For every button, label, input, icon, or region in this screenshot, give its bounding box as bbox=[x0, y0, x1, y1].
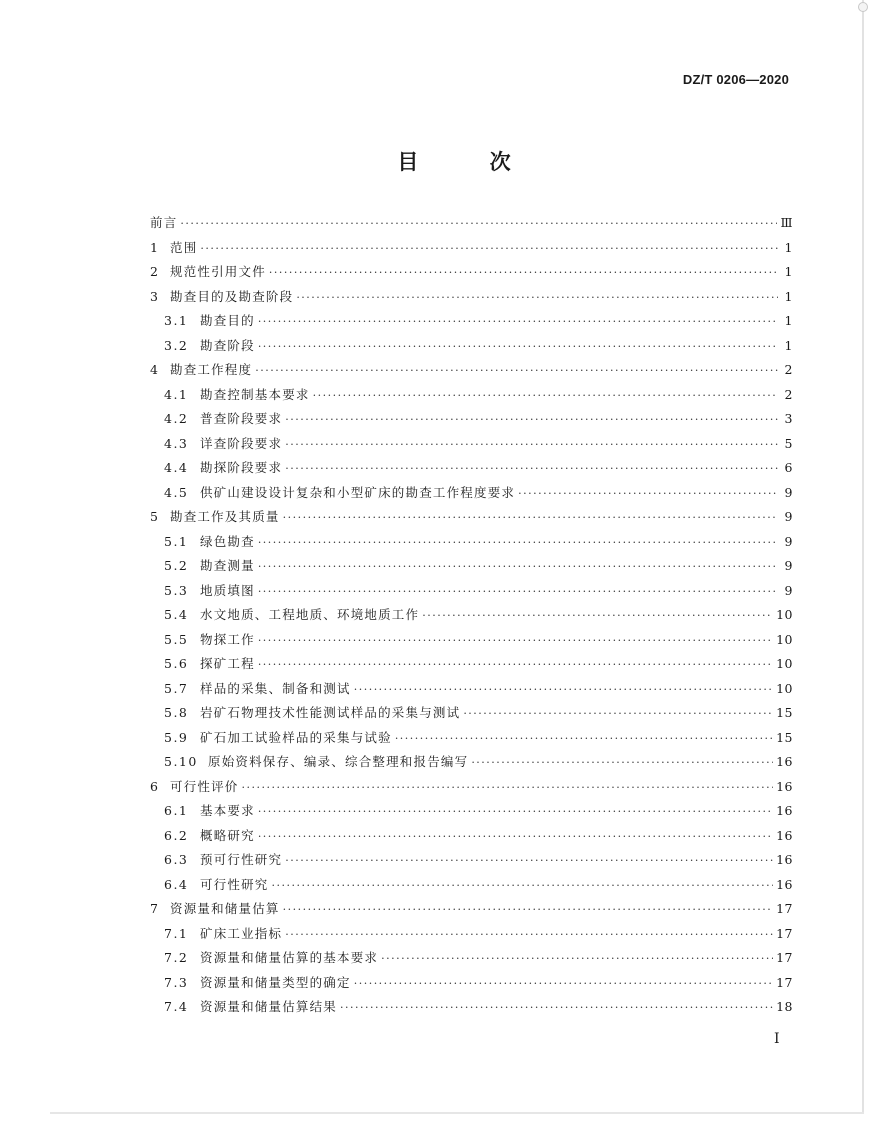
toc-entry-number: 6.1 bbox=[164, 803, 189, 818]
toc-entry[interactable] bbox=[150, 554, 793, 579]
toc-entry-label: 勘查工作及其质量 bbox=[170, 509, 280, 524]
toc-entry[interactable] bbox=[150, 603, 793, 628]
toc-dot-leader bbox=[258, 531, 778, 556]
toc-entry-number: 5.3 bbox=[164, 582, 189, 598]
toc-entry-number: 3 bbox=[150, 288, 160, 304]
toc-entry-label: 前言 bbox=[150, 215, 178, 230]
toc-entry-page: 17 bbox=[776, 925, 793, 941]
toc-entry-number: 6 bbox=[150, 778, 160, 794]
toc-entry[interactable] bbox=[150, 971, 793, 996]
toc-entry-number: 5.1 bbox=[164, 533, 189, 549]
toc-entry-label: 矿石加工试验样品的采集与试验 bbox=[200, 729, 392, 745]
toc-dot-leader bbox=[463, 702, 773, 727]
toc-dot-leader bbox=[285, 849, 773, 874]
toc-entry-label: 概略研究 bbox=[200, 827, 255, 843]
toc-dot-leader bbox=[258, 580, 778, 605]
toc-dot-leader bbox=[258, 335, 778, 360]
toc-dot-leader bbox=[422, 604, 773, 629]
toc-entry-page: 10 bbox=[776, 607, 793, 622]
toc-entry-page: 18 bbox=[776, 999, 793, 1014]
toc-entry[interactable] bbox=[150, 432, 793, 457]
toc-entry[interactable] bbox=[150, 334, 793, 359]
toc-entry-label: 勘查阶段 bbox=[200, 337, 255, 353]
toc-entry-page: 2 bbox=[784, 386, 793, 402]
toc-entry-number: 5.9 bbox=[164, 729, 189, 745]
toc-dot-leader bbox=[354, 678, 773, 703]
toc-entry[interactable] bbox=[150, 995, 793, 1020]
toc-entry-page: 15 bbox=[776, 705, 793, 720]
toc-entry-page: 15 bbox=[776, 729, 793, 745]
toc-entry-page: 10 bbox=[776, 656, 793, 671]
toc-entry[interactable] bbox=[150, 456, 793, 481]
toc-entry-label: 普查阶段要求 bbox=[200, 411, 283, 426]
toc-entry-page: 16 bbox=[776, 778, 793, 794]
toc-entry-number: 7.2 bbox=[164, 950, 189, 965]
toc-entry-number: 4 bbox=[150, 362, 160, 377]
toc-entry[interactable] bbox=[150, 726, 793, 751]
document-code: DZ/T 0206—2020 bbox=[682, 72, 789, 87]
toc-entry[interactable] bbox=[150, 897, 793, 922]
toc-entry-number: 5 bbox=[150, 509, 160, 524]
toc-entry-label: 资源量和储量估算的基本要求 bbox=[200, 950, 379, 965]
toc-entry[interactable] bbox=[150, 799, 793, 824]
table-of-contents bbox=[150, 211, 793, 1020]
toc-entry-page: 9 bbox=[784, 484, 793, 500]
toc-entry-page: 16 bbox=[776, 852, 793, 867]
toc-entry[interactable] bbox=[150, 407, 793, 432]
toc-entry-number: 7 bbox=[150, 901, 160, 916]
toc-entry-label: 勘查目的及勘查阶段 bbox=[170, 288, 294, 304]
toc-entry[interactable] bbox=[150, 530, 793, 555]
toc-entry-number: 5.6 bbox=[164, 656, 189, 671]
toc-entry-label: 勘查控制基本要求 bbox=[200, 386, 310, 402]
toc-entry-page: 17 bbox=[776, 901, 793, 916]
toc-entry-page: 1 bbox=[784, 337, 793, 353]
toc-entry-number: 4.4 bbox=[164, 460, 189, 475]
toc-dot-leader bbox=[255, 359, 778, 384]
toc-entry-number: 4.3 bbox=[164, 435, 189, 451]
toc-entry-page: 6 bbox=[784, 460, 793, 475]
toc-entry[interactable] bbox=[150, 383, 793, 408]
toc-entry-page: 1 bbox=[784, 313, 793, 328]
toc-entry-number: 4.5 bbox=[164, 484, 189, 500]
toc-dot-leader bbox=[471, 751, 773, 776]
toc-dot-leader bbox=[258, 653, 773, 678]
toc-entry[interactable] bbox=[150, 285, 793, 310]
toc-dot-leader bbox=[285, 433, 778, 458]
toc-entry-number: 7.3 bbox=[164, 974, 189, 990]
toc-dot-leader bbox=[340, 996, 773, 1021]
toc-entry[interactable] bbox=[150, 628, 793, 653]
toc-entry-number: 5.4 bbox=[164, 607, 189, 622]
page-edge-bottom bbox=[50, 1112, 864, 1114]
toc-entry-label: 勘查测量 bbox=[200, 558, 255, 573]
toc-entry-page: 17 bbox=[776, 974, 793, 990]
toc-entry-number: 5.8 bbox=[164, 705, 189, 720]
toc-dot-leader bbox=[258, 310, 778, 335]
toc-entry[interactable] bbox=[150, 505, 793, 530]
toc-entry-label: 探矿工程 bbox=[200, 656, 255, 671]
toc-entry-number: 5.7 bbox=[164, 680, 189, 696]
toc-entry[interactable] bbox=[150, 701, 793, 726]
toc-dot-leader bbox=[258, 825, 773, 850]
toc-dot-leader bbox=[258, 629, 773, 654]
toc-entry-page: Ⅲ bbox=[780, 215, 793, 230]
toc-entry-page: 16 bbox=[776, 803, 793, 818]
toc-entry[interactable] bbox=[150, 848, 793, 873]
toc-entry-number: 7.4 bbox=[164, 999, 189, 1014]
toc-entry-number: 2 bbox=[150, 264, 160, 279]
toc-entry-number: 7.1 bbox=[164, 925, 189, 941]
toc-entry-label: 基本要求 bbox=[200, 803, 255, 818]
toc-entry-label: 岩矿石物理技术性能测试样品的采集与测试 bbox=[200, 705, 461, 720]
toc-dot-leader bbox=[395, 727, 773, 752]
toc-entry-number: 3.1 bbox=[164, 313, 189, 328]
toc-entry-label: 绿色勘查 bbox=[200, 533, 255, 549]
toc-dot-leader bbox=[296, 286, 778, 311]
toc-entry[interactable] bbox=[150, 236, 793, 261]
toc-dot-leader bbox=[313, 384, 778, 409]
toc-dot-leader bbox=[200, 237, 778, 262]
toc-entry-page: 1 bbox=[784, 288, 793, 304]
toc-entry[interactable] bbox=[150, 750, 793, 775]
toc-dot-leader bbox=[283, 898, 773, 923]
toc-entry-page: 1 bbox=[784, 239, 793, 255]
toc-entry-page: 9 bbox=[784, 533, 793, 549]
toc-entry[interactable] bbox=[150, 260, 793, 285]
toc-entry-number: 5.2 bbox=[164, 558, 189, 573]
toc-entry[interactable] bbox=[150, 211, 793, 236]
toc-entry-page: 9 bbox=[784, 558, 793, 573]
toc-entry[interactable] bbox=[150, 873, 793, 898]
toc-entry[interactable] bbox=[150, 946, 793, 971]
toc-entry-page: 16 bbox=[776, 754, 793, 769]
toc-entry-label: 资源量和储量估算结果 bbox=[200, 999, 338, 1014]
toc-entry-number: 3.2 bbox=[164, 337, 189, 353]
toc-entry-page: 17 bbox=[776, 950, 793, 965]
toc-entry[interactable] bbox=[150, 824, 793, 849]
toc-dot-leader bbox=[272, 874, 774, 899]
toc-entry-page: 1 bbox=[784, 264, 793, 279]
toc-entry-label: 供矿山建设设计复杂和小型矿床的勘查工作程度要求 bbox=[200, 484, 516, 500]
toc-entry-label: 原始资料保存、编录、综合整理和报告编写 bbox=[208, 754, 469, 769]
toc-entry-label: 水文地质、工程地质、环境地质工作 bbox=[200, 607, 420, 622]
toc-entry-label: 可行性研究 bbox=[200, 876, 269, 892]
toc-dot-leader bbox=[354, 972, 773, 997]
toc-entry[interactable] bbox=[150, 358, 793, 383]
toc-dot-leader bbox=[285, 408, 778, 433]
toc-entry-number: 5.10 bbox=[164, 754, 198, 769]
toc-dot-leader bbox=[180, 212, 777, 237]
toc-entry-page: 9 bbox=[784, 582, 793, 598]
toc-entry[interactable] bbox=[150, 922, 793, 947]
toc-entry-label: 勘探阶段要求 bbox=[200, 460, 283, 475]
toc-entry-page: 10 bbox=[776, 631, 793, 647]
toc-entry-label: 详查阶段要求 bbox=[200, 435, 283, 451]
toc-dot-leader bbox=[269, 261, 778, 286]
toc-entry[interactable] bbox=[150, 775, 793, 800]
toc-entry-label: 物探工作 bbox=[200, 631, 255, 647]
toc-dot-leader bbox=[258, 800, 773, 825]
toc-entry[interactable] bbox=[150, 579, 793, 604]
toc-entry-page: 9 bbox=[784, 509, 793, 524]
toc-entry[interactable] bbox=[150, 677, 793, 702]
toc-dot-leader bbox=[518, 482, 778, 507]
toc-entry-number: 6.2 bbox=[164, 827, 189, 843]
toc-entry-label: 资源量和储量估算 bbox=[170, 901, 280, 916]
toc-dot-leader bbox=[285, 457, 778, 482]
toc-dot-leader bbox=[242, 776, 774, 801]
toc-entry[interactable] bbox=[150, 652, 793, 677]
toc-entry-label: 资源量和储量类型的确定 bbox=[200, 974, 351, 990]
toc-entry-label: 预可行性研究 bbox=[200, 852, 283, 867]
toc-entry-label: 勘查目的 bbox=[200, 313, 255, 328]
toc-entry-label: 地质填图 bbox=[200, 582, 255, 598]
page-title: 目 次 bbox=[397, 150, 543, 174]
toc-entry-page: 10 bbox=[776, 680, 793, 696]
toc-entry-label: 规范性引用文件 bbox=[170, 264, 266, 279]
toc-entry-number: 4.2 bbox=[164, 411, 189, 426]
toc-entry-label: 可行性评价 bbox=[170, 778, 239, 794]
toc-entry[interactable] bbox=[150, 481, 793, 506]
toc-entry-number: 4.1 bbox=[164, 386, 189, 402]
toc-entry-page: 2 bbox=[784, 362, 793, 377]
toc-dot-leader bbox=[285, 923, 773, 948]
toc-entry-number: 1 bbox=[150, 239, 160, 255]
toc-entry[interactable] bbox=[150, 309, 793, 334]
toc-entry-label: 勘查工作程度 bbox=[170, 362, 253, 377]
toc-entry-label: 样品的采集、制备和测试 bbox=[200, 680, 351, 696]
toc-entry-number: 6.4 bbox=[164, 876, 189, 892]
toc-entry-page: 5 bbox=[784, 435, 793, 451]
toc-dot-leader bbox=[381, 947, 773, 972]
toc-entry-number: 5.5 bbox=[164, 631, 189, 647]
toc-entry-label: 矿床工业指标 bbox=[200, 925, 283, 941]
toc-dot-leader bbox=[283, 506, 778, 531]
toc-dot-leader bbox=[258, 555, 778, 580]
toc-entry-label: 范围 bbox=[170, 239, 198, 255]
corner-mark bbox=[858, 2, 868, 12]
toc-entry-page: 16 bbox=[776, 876, 793, 892]
toc-entry-page: 16 bbox=[776, 827, 793, 843]
toc-entry-page: 3 bbox=[784, 411, 793, 426]
page-number: I bbox=[774, 1031, 780, 1047]
toc-entry-number: 6.3 bbox=[164, 852, 189, 867]
